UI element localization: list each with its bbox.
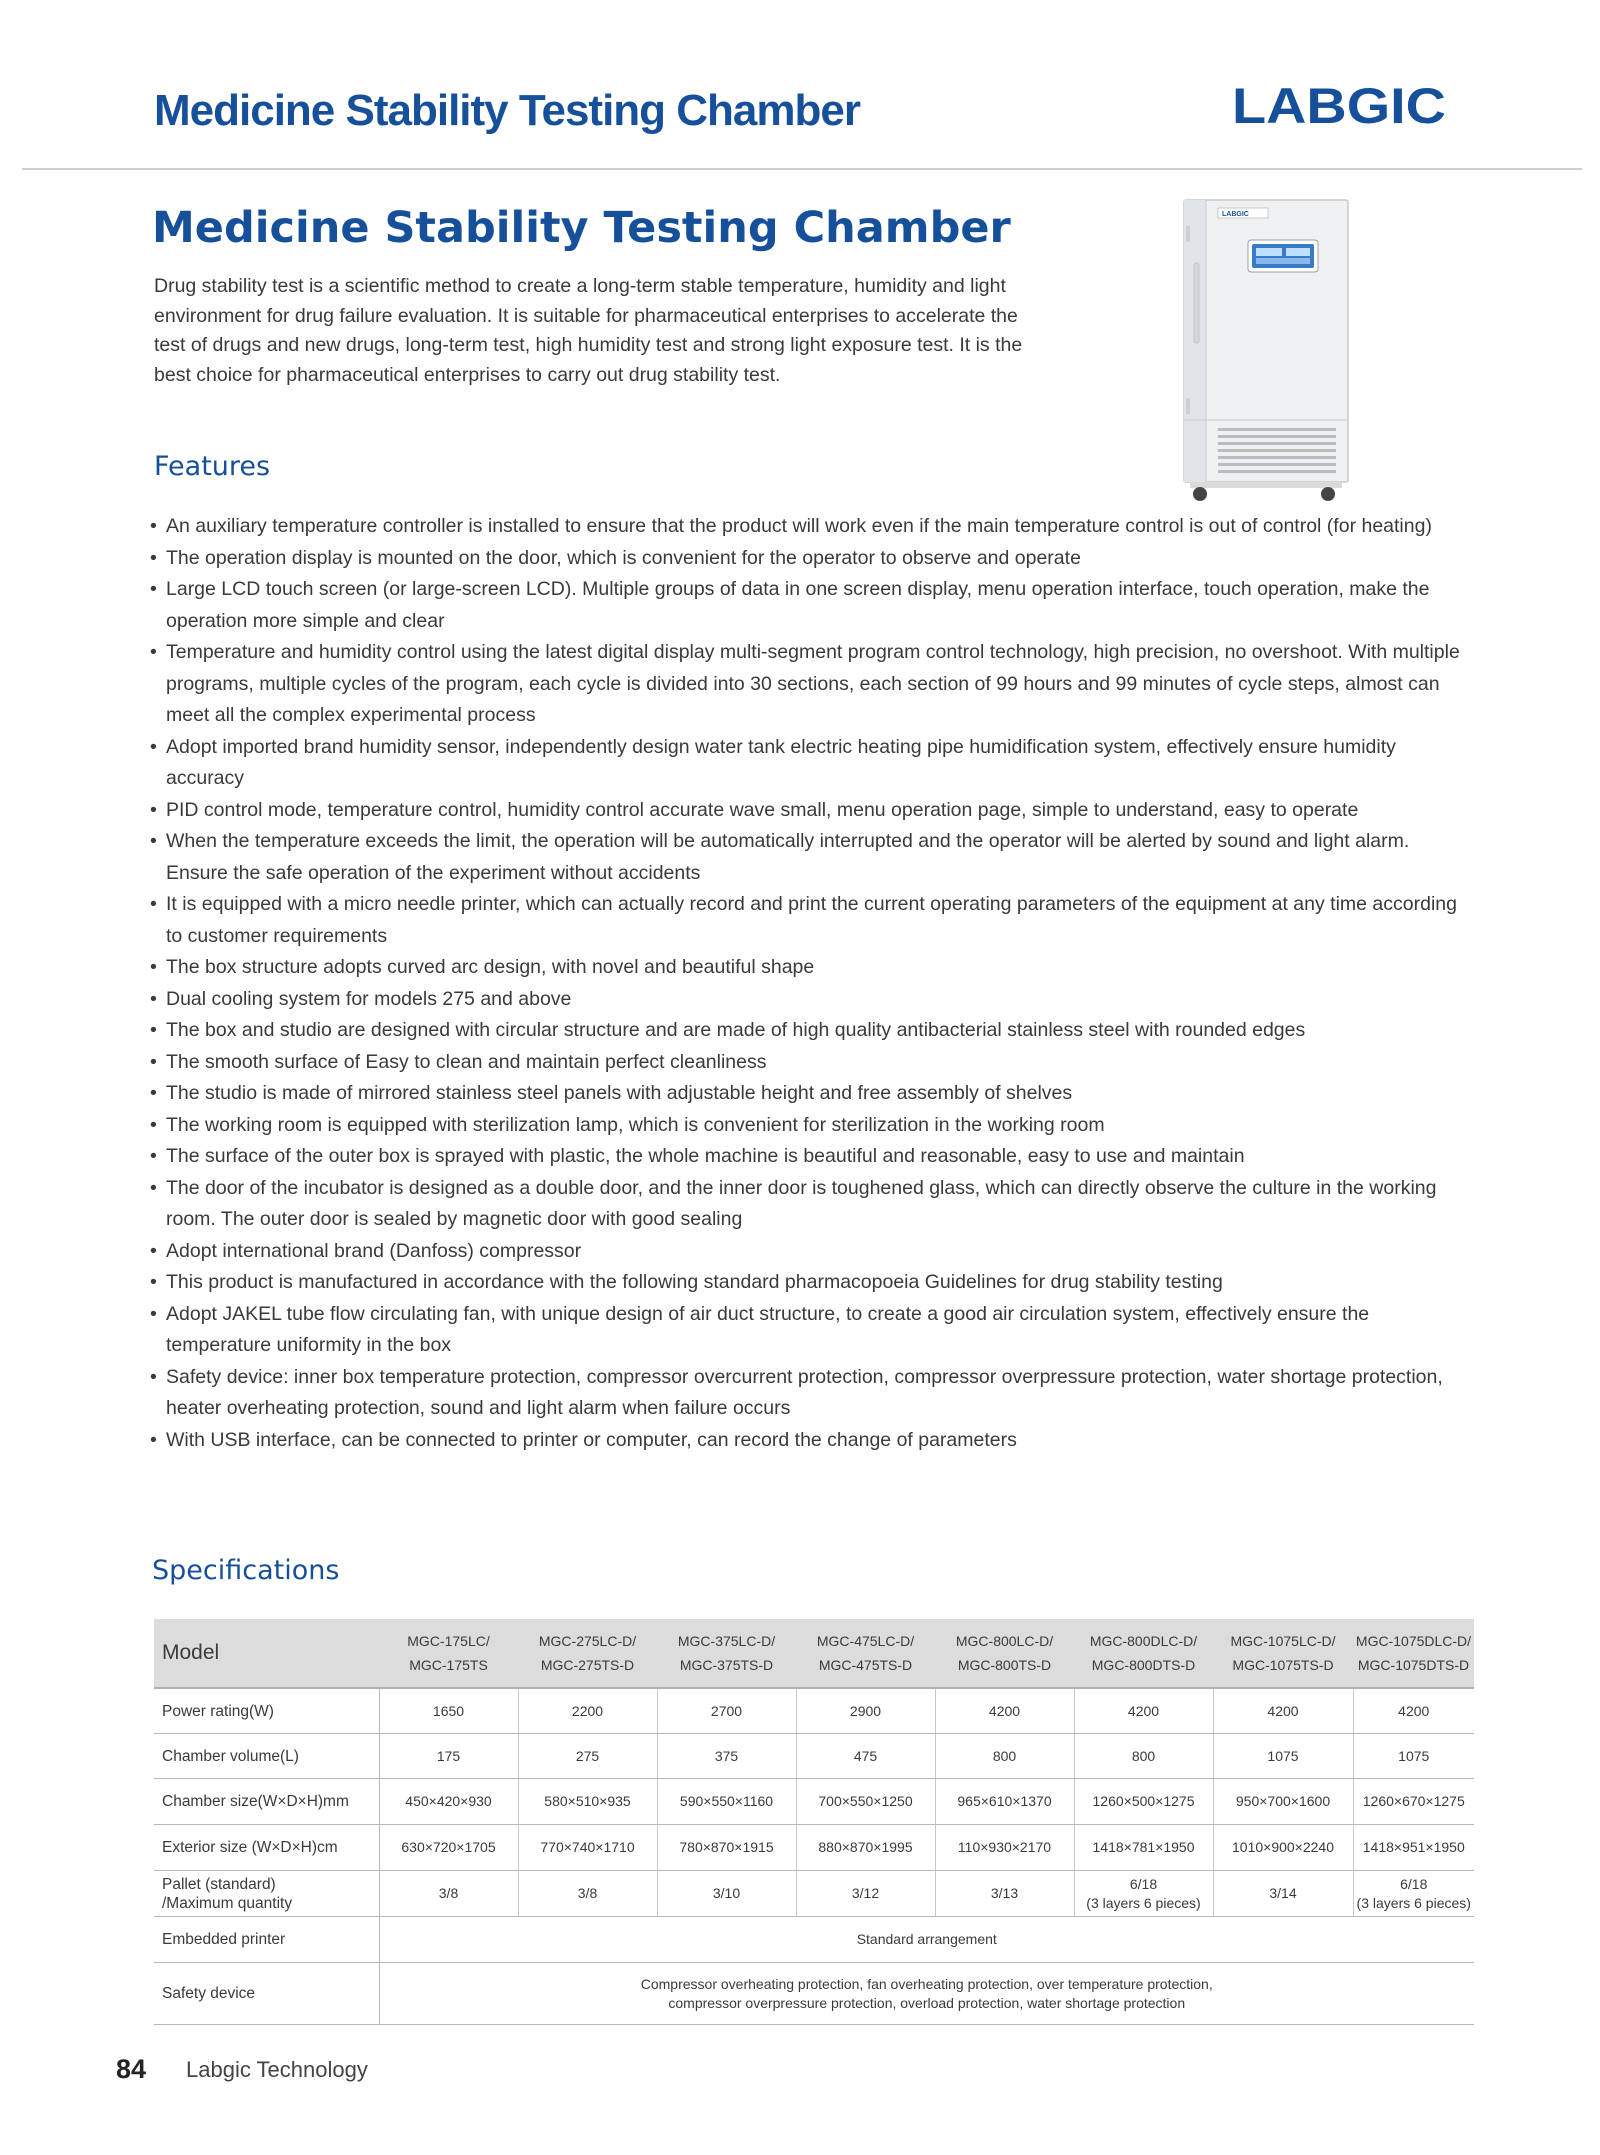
row-label: Embedded printer [154, 1917, 379, 1963]
table-cell: 1418×781×1950 [1074, 1825, 1213, 1871]
feature-item: • The box structure adopts curved arc design, with novel and beautiful shape [150, 952, 1470, 984]
table-cell: 1260×670×1275 [1353, 1779, 1474, 1825]
table-cell: 3/13 [935, 1871, 1074, 1917]
feature-item: • Temperature and humidity control using the latest digital display multi-segment program control technology, high precision, no overshoot. With multiple programs, multiple cycles of the program, each cycle is divided into 30 sections, each section of 99 hours and 99 minutes of cycle steps, almost can meet all the complex experimental process [150, 637, 1470, 732]
feature-item: • The door of the incubator is designed as a double door, and the inner door is toughened glass, which can directly observe the culture in the working room. The outer door is sealed by magnetic door with good sealing [150, 1173, 1470, 1236]
table-cell: 770×740×1710 [518, 1825, 657, 1871]
logo-text: LABGIC [1232, 80, 1446, 130]
table-cell: 950×700×1600 [1213, 1779, 1353, 1825]
model-cell: MGC-275LC-D/ MGC-275TS-D [518, 1619, 657, 1688]
model-cell: MGC-475LC-D/ MGC-475TS-D [796, 1619, 935, 1688]
table-row [154, 1688, 1474, 1734]
table-cell: 580×510×935 [518, 1779, 657, 1825]
model-cell: MGC-375LC-D/ MGC-375TS-D [657, 1619, 796, 1688]
model-header: Model [154, 1619, 379, 1688]
model-cell: MGC-1075LC-D/ MGC-1075TS-D [1213, 1619, 1353, 1688]
table-cell: 700×550×1250 [796, 1779, 935, 1825]
table-cell: 375 [657, 1734, 796, 1779]
table-cell: 3/14 [1213, 1871, 1353, 1917]
table-row [154, 1917, 1474, 1963]
feature-item: • Adopt international brand (Danfoss) compressor [150, 1236, 1470, 1268]
table-cell: Compressor overheating protection, fan overheating protection, over temperature protection, compressor overpressure protection, overload protection, water shortage protection [379, 1963, 1474, 2025]
row-label: Power rating(W) [154, 1688, 379, 1734]
table-header-row [154, 1619, 1474, 1688]
table-cell: 800 [1074, 1734, 1213, 1779]
feature-item: • Large LCD touch screen (or large-screen LCD). Multiple groups of data in one screen display, menu operation interface, touch operation, make the operation more simple and clear [150, 574, 1470, 637]
table-cell: 475 [796, 1734, 935, 1779]
table-cell: 590×550×1160 [657, 1779, 796, 1825]
table-cell: 3/12 [796, 1871, 935, 1917]
table-cell: 630×720×1705 [379, 1825, 518, 1871]
table-cell: 2700 [657, 1688, 796, 1734]
table-cell: 2900 [796, 1688, 935, 1734]
labgic-logo [1232, 80, 1448, 130]
model-cell: MGC-800DLC-D/ MGC-800DTS-D [1074, 1619, 1213, 1688]
specifications-table [154, 1619, 1474, 2025]
table-row [154, 1825, 1474, 1871]
features-heading: Features [154, 451, 271, 482]
feature-item: • When the temperature exceeds the limit, the operation will be automatically interrupted and the operator will be alerted by sound and light alarm. Ensure the safe operation of the experiment without accidents [150, 826, 1470, 889]
feature-item: • An auxiliary temperature controller is installed to ensure that the product will work even if the main temperature control is out of control (for heating) [150, 511, 1470, 543]
table-cell: 450×420×930 [379, 1779, 518, 1825]
table-cell: 1260×500×1275 [1074, 1779, 1213, 1825]
table-cell: 6/18 (3 layers 6 pieces) [1074, 1871, 1213, 1917]
table-cell: 275 [518, 1734, 657, 1779]
feature-item: • The working room is equipped with sterilization lamp, which is convenient for sterilization in the working room [150, 1110, 1470, 1142]
table-cell: 4200 [935, 1688, 1074, 1734]
table-row [154, 1779, 1474, 1825]
table-cell: 4200 [1213, 1688, 1353, 1734]
table-cell: 4200 [1353, 1688, 1474, 1734]
row-label: Exterior size (W×D×H)cm [154, 1825, 379, 1871]
table-cell: 3/10 [657, 1871, 796, 1917]
feature-item: • Dual cooling system for models 275 and above [150, 984, 1470, 1016]
row-label: Pallet (standard) /Maximum quantity [154, 1871, 379, 1917]
header-divider [22, 168, 1582, 170]
feature-item: • This product is manufactured in accordance with the following standard pharmacopoeia Guidelines for drug stability testing [150, 1267, 1470, 1299]
table-row [154, 1871, 1474, 1917]
table-row [154, 1963, 1474, 2025]
table-cell: 1010×900×2240 [1213, 1825, 1353, 1871]
footer-brand: Labgic Technology [186, 2057, 368, 2082]
table-cell: 780×870×1915 [657, 1825, 796, 1871]
model-cell: MGC-175LC/ MGC-175TS [379, 1619, 518, 1688]
table-cell: 175 [379, 1734, 518, 1779]
table-cell: 4200 [1074, 1688, 1213, 1734]
table-cell: 110×930×2170 [935, 1825, 1074, 1871]
feature-item: • Safety device: inner box temperature protection, compressor overcurrent protection, compressor overpressure protection, water shortage protection, heater overheating protection, sound and light alarm when failure occurs [150, 1362, 1470, 1425]
row-label: Chamber size(W×D×H)mm [154, 1779, 379, 1825]
table-cell: 880×870×1995 [796, 1825, 935, 1871]
features-list [150, 511, 1470, 1456]
feature-item: • The studio is made of mirrored stainless steel panels with adjustable height and free assembly of shelves [150, 1078, 1470, 1110]
table-cell: 2200 [518, 1688, 657, 1734]
table-cell: 3/8 [518, 1871, 657, 1917]
feature-item: • It is equipped with a micro needle printer, which can actually record and print the current operating parameters of the equipment at any time according to customer requirements [150, 889, 1470, 952]
header-title: Medicine Stability Testing Chamber [154, 86, 860, 135]
table-row [154, 1734, 1474, 1779]
table-cell: 965×610×1370 [935, 1779, 1074, 1825]
table-cell: 1075 [1353, 1734, 1474, 1779]
table-cell: 1418×951×1950 [1353, 1825, 1474, 1871]
table-cell: 800 [935, 1734, 1074, 1779]
feature-item: • The operation display is mounted on the door, which is convenient for the operator to observe and operate [150, 543, 1470, 575]
model-cell: MGC-800LC-D/ MGC-800TS-D [935, 1619, 1074, 1688]
table-cell: 1650 [379, 1688, 518, 1734]
feature-item: • With USB interface, can be connected to printer or computer, can record the change of parameters [150, 1425, 1470, 1457]
model-cell: MGC-1075DLC-D/ MGC-1075DTS-D [1353, 1619, 1474, 1688]
table-cell: 3/8 [379, 1871, 518, 1917]
feature-item: • Adopt JAKEL tube flow circulating fan, with unique design of air duct structure, to create a good air circulation system, effectively ensure the temperature uniformity in the box [150, 1299, 1470, 1362]
feature-item: • PID control mode, temperature control, humidity control accurate wave small, menu operation page, simple to understand, easy to operate [150, 795, 1470, 827]
page-number: 84 [116, 2054, 147, 2084]
page-title: Medicine Stability Testing Chamber [152, 203, 1011, 253]
product-logo-label: LABGIC [1222, 211, 1249, 218]
row-label: Safety device [154, 1963, 379, 2025]
feature-item: • The box and studio are designed with circular structure and are made of high quality antibacterial stainless steel with rounded edges [150, 1015, 1470, 1047]
feature-item: • The smooth surface of Easy to clean and maintain perfect cleanliness [150, 1047, 1470, 1079]
chamber-product-image [1178, 198, 1363, 503]
intro-paragraph: Drug stability test is a scientific method to create a long-term stable temperature, humidity and light environment for drug failure evaluation. It is suitable for pharmaceutical enterprises to accelerate the test of drugs and new drugs, long-term test, high humidity test and strong light exposure test. It is the best choice for pharmaceutical enterprises to carry out drug stability test. [154, 275, 1023, 386]
table-cell: 6/18 (3 layers 6 pieces) [1353, 1871, 1474, 1917]
feature-item: • Adopt imported brand humidity sensor, independently design water tank electric heating pipe humidification system, effectively ensure humidity accuracy [150, 732, 1470, 795]
row-label: Chamber volume(L) [154, 1734, 379, 1779]
table-cell: Standard arrangement [379, 1917, 1474, 1963]
table-cell: 1075 [1213, 1734, 1353, 1779]
specifications-heading: Specifications [152, 1555, 340, 1586]
feature-item: • The surface of the outer box is sprayed with plastic, the whole machine is beautiful and reasonable, easy to use and maintain [150, 1141, 1470, 1173]
